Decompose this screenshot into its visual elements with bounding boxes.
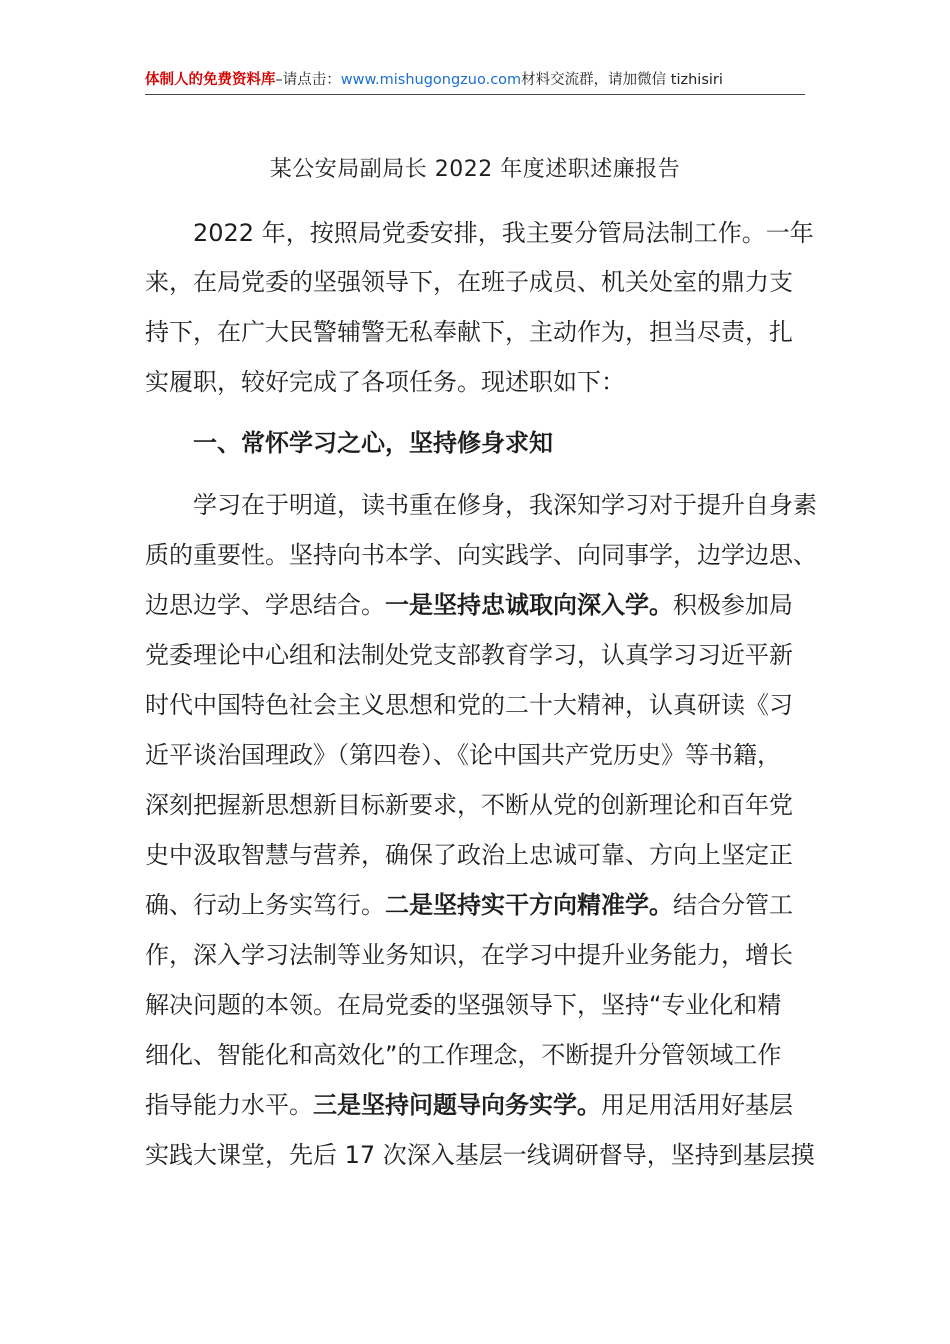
line-text: 近平谈治国理政》（第四卷）、《论中国共产党历史》等书籍， <box>145 741 781 769</box>
header-link[interactable]: www.mishugongzuo.com <box>340 72 522 88</box>
header-brand: 体制人的免费资料库 <box>145 72 276 88</box>
intro-line: 实履职，较好完成了各项任务。现述职如下： <box>145 368 625 396</box>
line-text: 深刻把握新思想新目标新要求，不断从党的创新理论和百年党 <box>145 791 793 819</box>
paragraph-line <box>145 985 781 1025</box>
line-text: 解决问题的本领。在局党委的坚强领导下，坚持“专业化和精 <box>145 991 782 1019</box>
paragraph-line <box>145 1085 793 1125</box>
line-text: 史中汲取智慧与营养，确保了政治上忠诚可靠、方向上坚定正 <box>145 841 793 869</box>
line-text: 质的重要性。坚持向书本学、向实践学、向同事学，边学边思、 <box>145 541 817 569</box>
line-emphasis: 三是坚持问题导向务实学。 <box>313 1091 601 1119</box>
line-text: 确、行动上务实笃行。 <box>145 891 385 919</box>
line-text: 结合分管工 <box>673 891 793 919</box>
paragraph-line <box>145 535 817 575</box>
line-emphasis: 二是坚持实干方向精准学。 <box>385 891 673 919</box>
paragraph-line <box>193 485 817 525</box>
paragraph-line <box>145 585 793 625</box>
paragraph-line <box>145 785 793 825</box>
intro-line: 来，在局党委的坚强领导下，在班子成员、机关处室的鼎力支 <box>145 268 793 296</box>
line-text: 边思边学、学思结合。 <box>145 591 385 619</box>
paragraph-line <box>145 635 793 675</box>
document-title: 某公安局副局长 2022 年度述职述廉报告 <box>269 157 681 182</box>
line-text: 实践大课堂，先后 17 次深入基层一线调研督导，坚持到基层摸 <box>145 1141 815 1169</box>
paragraph-line <box>145 935 793 975</box>
paragraph-line <box>145 885 793 925</box>
paragraph-line <box>145 735 781 775</box>
line-emphasis: 一是坚持忠诚取向深入学。 <box>385 591 673 619</box>
line-text: 作，深入学习法制等业务知识，在学习中提升业务能力，增长 <box>145 941 793 969</box>
header-prompt: –请点击： <box>275 72 341 88</box>
paragraph-line <box>145 685 793 725</box>
intro-line: 2022 年，按照局党委安排，我主要分管局法制工作。一年 <box>193 219 814 247</box>
line-text: 党委理论中心组和法制处党支部教育学习，认真学习习近平新 <box>145 641 793 669</box>
line-text: 时代中国特色社会主义思想和党的二十大精神，认真研读《习 <box>145 691 793 719</box>
line-text: 积极参加局 <box>673 591 793 619</box>
paragraph-line <box>145 1135 815 1175</box>
line-text: 学习在于明道，读书重在修身，我深知学习对于提升自身素 <box>193 491 817 519</box>
paragraph-line <box>145 835 793 875</box>
intro-line: 持下，在广大民警辅警无私奉献下，主动作为，担当尽责，扎 <box>145 318 793 346</box>
line-text: 用足用活用好基层 <box>601 1091 793 1119</box>
paragraph-line <box>145 1035 781 1075</box>
header-suffix: 材料交流群，请加微信 tizhisiri <box>521 72 723 88</box>
page-header <box>145 66 805 95</box>
section-heading: 一、常怀学习之心，坚持修身求知 <box>193 429 553 457</box>
line-text: 细化、智能化和高效化”的工作理念，不断提升分管领域工作 <box>145 1041 782 1069</box>
line-text: 指导能力水平。 <box>145 1091 313 1119</box>
